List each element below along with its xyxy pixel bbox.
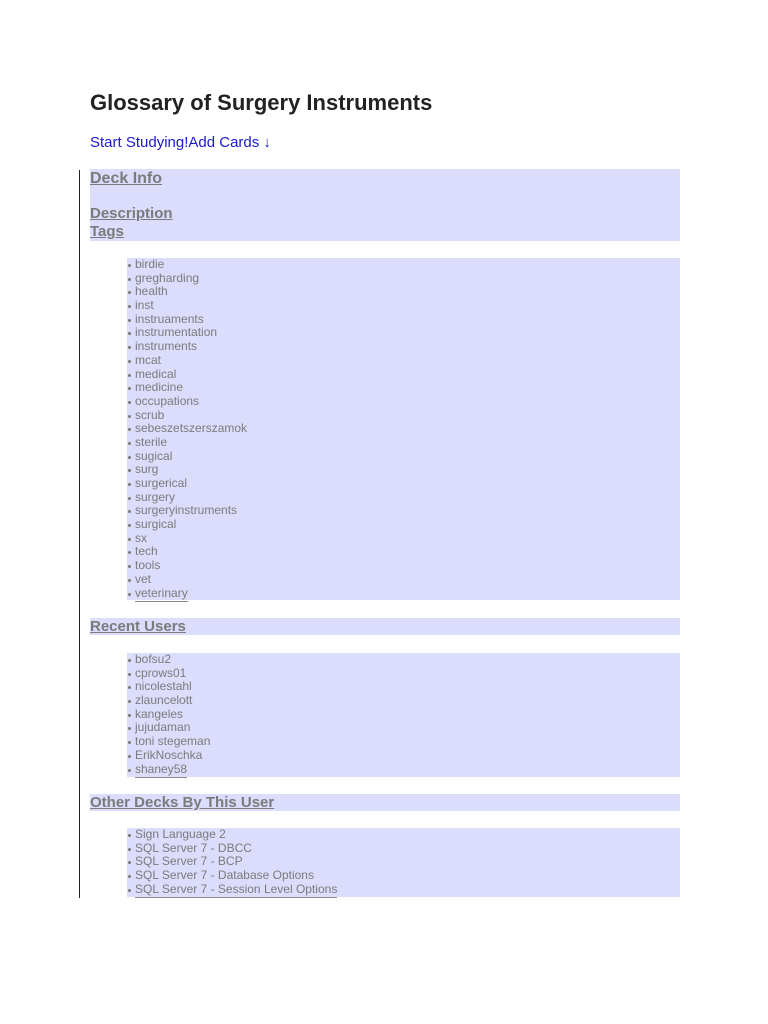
tag-item[interactable] — [127, 573, 680, 587]
tag-item-label[interactable]: instrumentation — [135, 325, 218, 340]
bullet-icon — [128, 483, 131, 486]
deck-item[interactable] — [127, 828, 680, 842]
user-item[interactable] — [127, 667, 680, 681]
tag-item[interactable] — [127, 477, 680, 491]
tag-item[interactable] — [127, 504, 680, 518]
bullet-icon — [128, 834, 131, 837]
bullet-icon — [128, 673, 131, 676]
user-item[interactable] — [127, 680, 680, 694]
bullet-icon — [128, 727, 131, 730]
tag-item-label[interactable]: surg — [135, 462, 159, 477]
tag-item-label[interactable]: health — [135, 284, 168, 299]
tag-item[interactable] — [127, 532, 680, 546]
tag-item-label[interactable]: instruments — [135, 339, 198, 354]
user-item[interactable] — [127, 735, 680, 749]
tag-item-label[interactable]: sterile — [135, 434, 168, 449]
deck-item[interactable] — [127, 869, 680, 883]
bullet-icon — [128, 889, 131, 892]
bullet-icon — [128, 319, 131, 322]
user-item-label[interactable]: toni stegeman — [135, 734, 211, 749]
bullet-icon — [128, 524, 131, 527]
bullet-icon — [128, 565, 131, 568]
user-item[interactable] — [127, 708, 680, 722]
bullet-icon — [128, 374, 131, 377]
user-item[interactable] — [127, 694, 680, 708]
deck-actions — [90, 133, 271, 153]
other-decks-list — [127, 828, 680, 896]
bullet-icon — [128, 659, 131, 662]
bullet-icon — [128, 510, 131, 513]
tag-item-label[interactable]: birdie — [135, 257, 165, 271]
bullet-icon — [128, 360, 131, 363]
deck-item-label[interactable]: Sign Language 2 — [135, 827, 226, 841]
tag-item-label[interactable]: tools — [135, 558, 161, 573]
bullet-icon — [128, 741, 131, 744]
tag-item-label[interactable]: instruaments — [135, 311, 204, 326]
tag-item-label[interactable]: inst — [135, 298, 154, 313]
deck-info-heading[interactable]: Deck Info — [90, 170, 163, 187]
tag-item-label[interactable]: surgerical — [135, 476, 188, 490]
deck-item[interactable] — [127, 855, 680, 869]
tag-item[interactable] — [127, 436, 680, 450]
bullet-icon — [128, 875, 131, 878]
start-studying-link[interactable]: Start Studying! — [90, 134, 189, 151]
bullet-icon — [128, 579, 131, 582]
bullet-icon — [128, 387, 131, 390]
user-item[interactable] — [127, 721, 680, 735]
tag-item[interactable] — [127, 395, 680, 409]
tag-item-label[interactable]: tech — [135, 544, 158, 559]
bullet-icon — [128, 551, 131, 554]
bullet-icon — [128, 428, 131, 431]
recent-users-list — [127, 653, 680, 776]
user-item[interactable] — [127, 653, 680, 667]
bullet-icon — [128, 714, 131, 717]
bullet-icon — [128, 305, 131, 308]
tag-item-label[interactable]: sebeszetszerszamok — [135, 421, 248, 436]
tag-item-label[interactable]: medicine — [135, 380, 184, 395]
tag-item-label[interactable]: surgical — [135, 517, 177, 532]
tag-item[interactable] — [127, 354, 680, 368]
bullet-icon — [128, 686, 131, 689]
bullet-icon — [128, 456, 131, 459]
tag-item[interactable] — [127, 368, 680, 382]
tag-item-label[interactable]: veterinary — [135, 585, 188, 600]
tags-list-band — [127, 258, 680, 600]
bullet-icon — [128, 332, 131, 335]
description-heading[interactable]: Description — [90, 205, 173, 222]
bullet-icon — [128, 538, 131, 541]
tag-item-label[interactable]: sx — [135, 530, 147, 545]
bullet-icon — [128, 497, 131, 500]
user-item[interactable] — [127, 749, 680, 763]
recent-users-heading[interactable]: Recent Users — [90, 618, 186, 635]
tag-item[interactable] — [127, 587, 680, 601]
tag-item[interactable] — [127, 491, 680, 505]
page-title: Glossary of Surgery Instruments — [90, 90, 433, 115]
tag-item[interactable] — [127, 285, 680, 299]
user-item-label[interactable]: shaney58 — [135, 761, 188, 776]
user-item-label[interactable]: nicolestahl — [135, 679, 192, 694]
user-item-label[interactable]: zlauncelott — [135, 693, 193, 708]
tag-item[interactable] — [127, 422, 680, 436]
tag-item-label[interactable]: surgeryinstruments — [135, 503, 238, 518]
tags-list — [127, 258, 680, 600]
tag-item[interactable] — [127, 545, 680, 559]
tag-item-label[interactable]: scrub — [135, 407, 165, 422]
tag-item-label[interactable]: surgery — [135, 489, 176, 504]
bullet-icon — [128, 291, 131, 294]
tag-item[interactable] — [127, 518, 680, 532]
bullet-icon — [128, 593, 131, 596]
bullet-icon — [128, 415, 131, 418]
deck-item[interactable] — [127, 883, 680, 897]
deck-item-label[interactable]: SQL Server 7 - Database Options — [135, 868, 314, 883]
bullet-icon — [128, 469, 131, 472]
tag-item-label[interactable]: mcat — [135, 352, 162, 367]
tag-item[interactable] — [127, 463, 680, 477]
tag-item[interactable] — [127, 340, 680, 354]
user-item[interactable] — [127, 763, 680, 777]
user-item-label[interactable]: bofsu2 — [135, 652, 172, 666]
tag-item-label[interactable]: occupations — [135, 393, 200, 408]
tag-item[interactable] — [127, 381, 680, 395]
tag-item-label[interactable]: sugical — [135, 448, 173, 463]
tag-item-label[interactable]: medical — [135, 366, 177, 381]
bullet-icon — [128, 346, 131, 349]
tag-item-label[interactable]: gregharding — [135, 270, 200, 285]
bullet-icon — [128, 264, 131, 267]
user-item-label[interactable]: kangeles — [135, 706, 184, 721]
tag-item[interactable] — [127, 559, 680, 573]
deck-item-label[interactable]: SQL Server 7 - DBCC — [135, 840, 252, 855]
bullet-icon — [128, 442, 131, 445]
user-item-label[interactable]: ErikNoschka — [135, 747, 203, 762]
tag-item[interactable] — [127, 409, 680, 423]
bullet-icon — [128, 700, 131, 703]
add-cards-link[interactable]: Add Cards ↓ — [188, 134, 271, 151]
deck-item-label[interactable]: SQL Server 7 - BCP — [135, 854, 243, 869]
bullet-icon — [128, 755, 131, 758]
left-border-rule — [79, 170, 80, 898]
bullet-icon — [128, 278, 131, 281]
tag-item[interactable] — [127, 258, 680, 272]
tags-heading[interactable]: Tags — [90, 223, 124, 240]
tag-item[interactable] — [127, 326, 680, 340]
deck-info-band — [90, 169, 680, 241]
tag-item[interactable] — [127, 272, 680, 286]
decks-list-band — [127, 828, 680, 897]
tag-item-label[interactable]: vet — [135, 571, 152, 586]
user-item-label[interactable]: jujudaman — [135, 720, 191, 735]
bullet-icon — [128, 401, 131, 404]
bullet-icon — [128, 861, 131, 864]
tag-item[interactable] — [127, 313, 680, 327]
bullet-icon — [128, 769, 131, 772]
tag-item[interactable] — [127, 450, 680, 464]
users-list-band — [127, 653, 680, 777]
bullet-icon — [128, 848, 131, 851]
deck-item-label[interactable]: SQL Server 7 - Session Level Options — [135, 881, 338, 896]
user-item-label[interactable]: cprows01 — [135, 665, 187, 680]
deck-item[interactable] — [127, 842, 680, 856]
tag-item[interactable] — [127, 299, 680, 313]
other-decks-heading[interactable]: Other Decks By This User — [90, 794, 275, 811]
